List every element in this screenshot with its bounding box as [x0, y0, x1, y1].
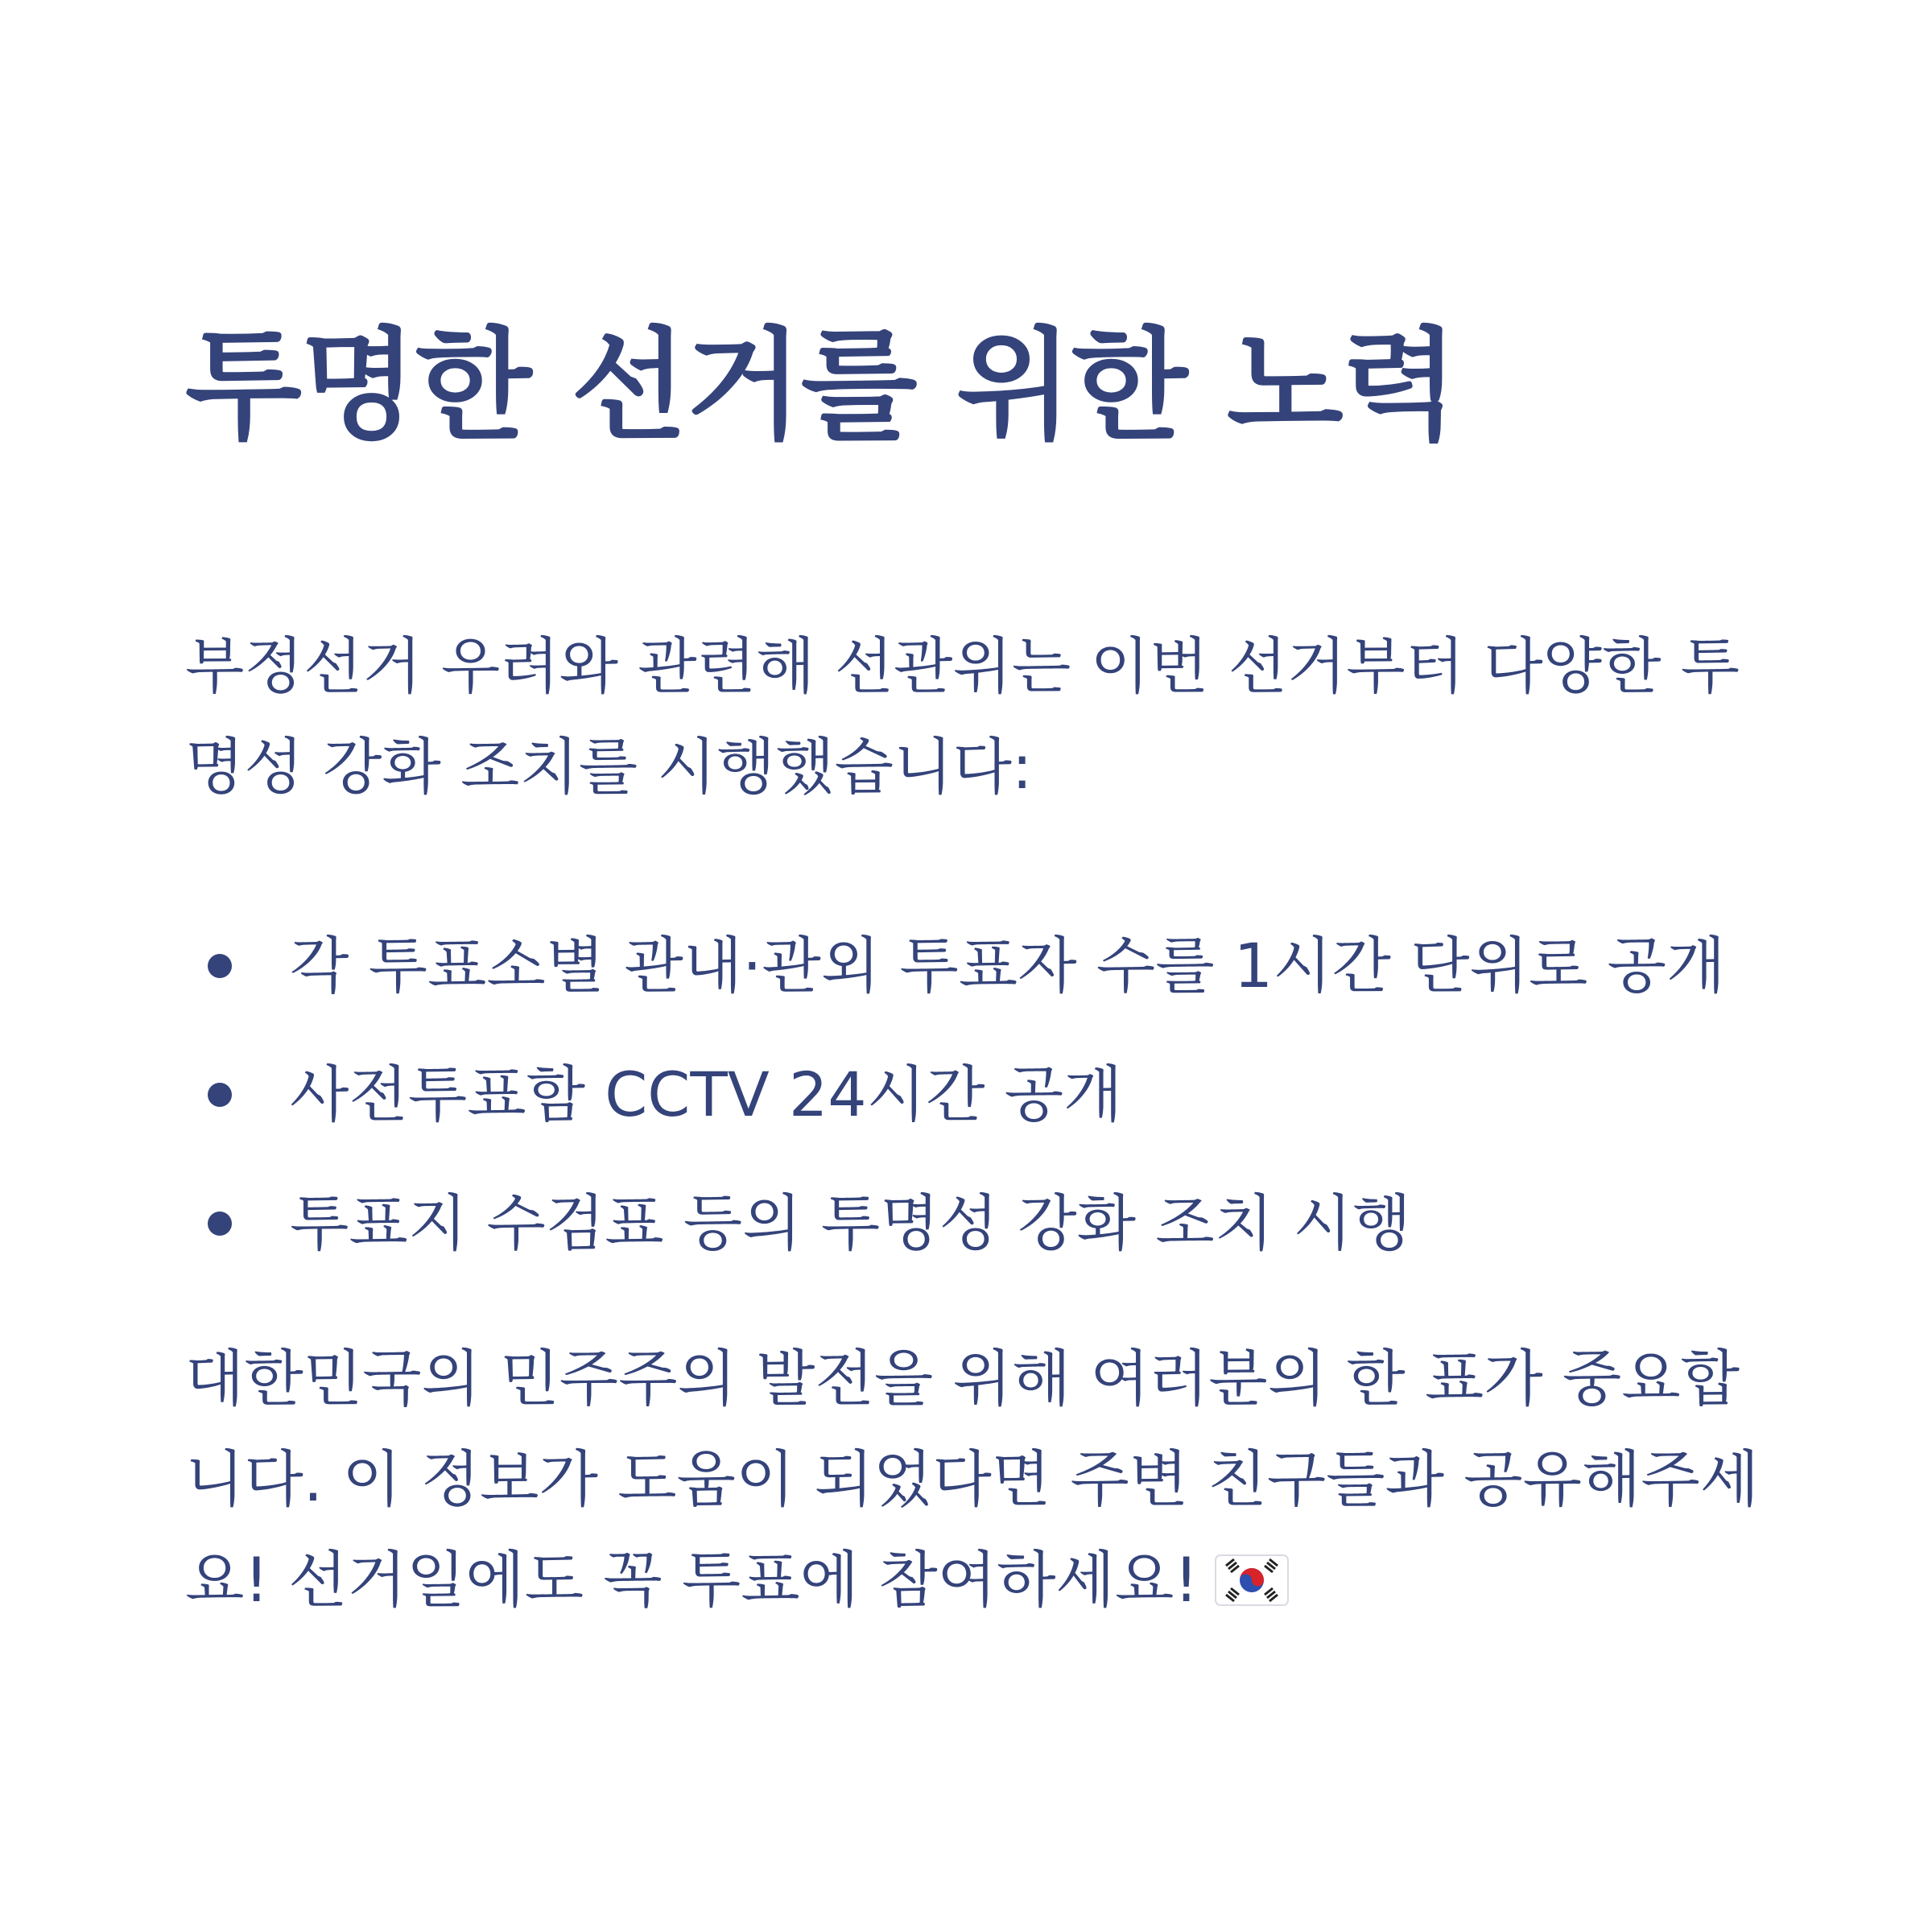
closing-text: 대한민국의 민주주의 발전을 위해 여러분의 한 표가 중요합니다. 이 정보가 도움이 되었다면 주변 친구들과 공유해주세요! 선거일에도 꼭 투표에 참여하세요!	[185, 1343, 1760, 1616]
bullet-icon	[208, 1083, 232, 1107]
content-card	[185, 306, 1795, 1616]
list-item-text: 투표지 수검표 등의 투명성 강화 조치 시행	[290, 1187, 1412, 1259]
south-korea-flag-icon	[1215, 1554, 1289, 1606]
bullet-icon	[208, 1212, 232, 1236]
list-item	[185, 902, 1795, 1030]
measures-list	[185, 902, 1795, 1288]
list-item-text: 사전투표함 CCTV 24시간 공개	[290, 1059, 1123, 1130]
list-item	[185, 1159, 1795, 1288]
intro-paragraph: 부정선거 우려와 관련해 선관위는 이번 선거부터 다양한 투명성 강화 조치를 시행했습니다:	[185, 630, 1740, 803]
page-title: 투명한 선거를 위한 노력	[185, 316, 1457, 456]
closing-paragraph	[185, 1328, 1787, 1630]
list-item	[185, 1030, 1795, 1159]
bullet-icon	[208, 954, 232, 978]
list-item-text: 각 투표소별 관내·관외 투표자 수를 1시간 단위로 공개	[290, 930, 1726, 1001]
